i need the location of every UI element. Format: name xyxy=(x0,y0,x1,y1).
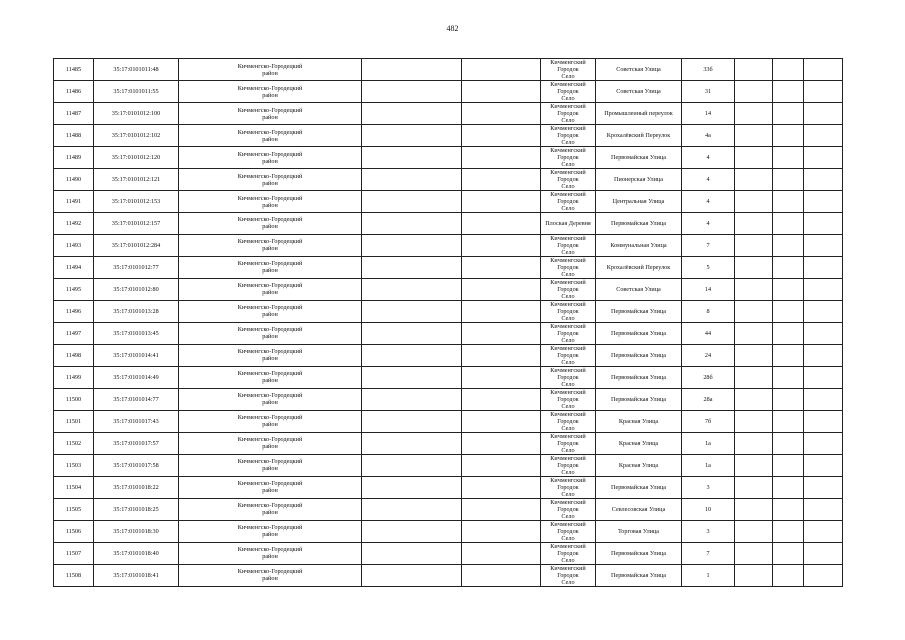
street-cell: Первомайская Улица xyxy=(596,300,682,322)
cadastral-number-cell: 35:17:0101017:43 xyxy=(94,410,179,432)
empty-cell xyxy=(773,454,804,476)
empty-cell xyxy=(804,81,843,103)
empty-cell xyxy=(735,169,773,191)
house-number-cell: 28а xyxy=(682,388,735,410)
locality-cell: Кичменгский Городок Село xyxy=(541,432,596,454)
empty-cell xyxy=(804,476,843,498)
house-number-cell: 10 xyxy=(682,498,735,520)
row-number-cell: 11485 xyxy=(54,59,94,81)
empty-cell xyxy=(735,564,773,586)
cadastral-number-cell: 35:17:0101018:41 xyxy=(94,564,179,586)
locality-cell: Кичменгский Городок Село xyxy=(541,388,596,410)
empty-cell xyxy=(362,454,462,476)
district-cell: Кичменгско-Городецкий район xyxy=(179,278,362,300)
address-registry-table xyxy=(53,58,843,587)
empty-cell xyxy=(362,498,462,520)
empty-cell xyxy=(362,388,462,410)
cadastral-number-cell: 35:17:0101011:55 xyxy=(94,81,179,103)
empty-cell xyxy=(462,59,541,81)
row-number-cell: 11489 xyxy=(54,147,94,169)
row-number-cell: 11507 xyxy=(54,542,94,564)
street-cell: Первомайская Улица xyxy=(596,388,682,410)
district-cell: Кичменгско-Городецкий район xyxy=(179,432,362,454)
house-number-cell: 33б xyxy=(682,59,735,81)
house-number-cell: 8 xyxy=(682,300,735,322)
district-cell: Кичменгско-Городецкий район xyxy=(179,344,362,366)
street-cell: Красная Улица xyxy=(596,410,682,432)
table-row xyxy=(54,520,843,542)
table-row xyxy=(54,498,843,520)
house-number-cell: 7 xyxy=(682,542,735,564)
empty-cell xyxy=(735,278,773,300)
empty-cell xyxy=(804,542,843,564)
locality-cell: Кичменгский Городок Село xyxy=(541,278,596,300)
empty-cell xyxy=(362,322,462,344)
house-number-cell: 5 xyxy=(682,256,735,278)
empty-cell xyxy=(773,498,804,520)
cadastral-number-cell: 35:17:0101012:157 xyxy=(94,213,179,235)
empty-cell xyxy=(804,59,843,81)
row-number-cell: 11491 xyxy=(54,191,94,213)
locality-cell: Кичменгский Городок Село xyxy=(541,542,596,564)
empty-cell xyxy=(462,300,541,322)
empty-cell xyxy=(773,300,804,322)
empty-cell xyxy=(735,234,773,256)
row-number-cell: 11496 xyxy=(54,300,94,322)
empty-cell xyxy=(735,213,773,235)
empty-cell xyxy=(735,476,773,498)
locality-cell: Кичменгский Городок Село xyxy=(541,366,596,388)
table-row xyxy=(54,169,843,191)
street-cell: Красная Улица xyxy=(596,454,682,476)
row-number-cell: 11501 xyxy=(54,410,94,432)
cadastral-number-cell: 35:17:0101014:49 xyxy=(94,366,179,388)
empty-cell xyxy=(773,191,804,213)
empty-cell xyxy=(804,256,843,278)
locality-cell: Кичменгский Городок Село xyxy=(541,564,596,586)
row-number-cell: 11508 xyxy=(54,564,94,586)
district-cell: Кичменгско-Городецкий район xyxy=(179,476,362,498)
empty-cell xyxy=(462,191,541,213)
empty-cell xyxy=(462,564,541,586)
street-cell: Пионерская Улица xyxy=(596,169,682,191)
empty-cell xyxy=(773,256,804,278)
cadastral-number-cell: 35:17:0101012:102 xyxy=(94,125,179,147)
house-number-cell: 3 xyxy=(682,520,735,542)
empty-cell xyxy=(773,234,804,256)
district-cell: Кичменгско-Городецкий район xyxy=(179,59,362,81)
page-number: 482 xyxy=(446,24,459,33)
empty-cell xyxy=(735,81,773,103)
house-number-cell: 1а xyxy=(682,432,735,454)
row-number-cell: 11503 xyxy=(54,454,94,476)
locality-cell: Кичменгский Городок Село xyxy=(541,81,596,103)
district-cell: Кичменгско-Городецкий район xyxy=(179,410,362,432)
street-cell: Первомайская Улица xyxy=(596,476,682,498)
street-cell: Первомайская Улица xyxy=(596,542,682,564)
cadastral-number-cell: 35:17:0101014:41 xyxy=(94,344,179,366)
empty-cell xyxy=(804,410,843,432)
empty-cell xyxy=(773,366,804,388)
locality-cell: Кичменгский Городок Село xyxy=(541,410,596,432)
empty-cell xyxy=(804,125,843,147)
empty-cell xyxy=(773,388,804,410)
street-cell: Центральная Улица xyxy=(596,191,682,213)
table-row xyxy=(54,125,843,147)
house-number-cell: 44 xyxy=(682,322,735,344)
locality-cell: Кичменгский Городок Село xyxy=(541,103,596,125)
empty-cell xyxy=(462,366,541,388)
row-number-cell: 11494 xyxy=(54,256,94,278)
row-number-cell: 11495 xyxy=(54,278,94,300)
cadastral-number-cell: 35:17:0101013:28 xyxy=(94,300,179,322)
empty-cell xyxy=(773,432,804,454)
locality-cell: Кичменгский Городок Село xyxy=(541,191,596,213)
cadastral-number-cell: 35:17:0101012:121 xyxy=(94,169,179,191)
empty-cell xyxy=(773,322,804,344)
row-number-cell: 11486 xyxy=(54,81,94,103)
house-number-cell: 14 xyxy=(682,278,735,300)
street-cell: Советская Улица xyxy=(596,278,682,300)
street-cell: Первомайская Улица xyxy=(596,564,682,586)
empty-cell xyxy=(362,564,462,586)
empty-cell xyxy=(462,81,541,103)
street-cell: Советская Улица xyxy=(596,59,682,81)
empty-cell xyxy=(735,388,773,410)
empty-cell xyxy=(773,476,804,498)
table-row xyxy=(54,81,843,103)
empty-cell xyxy=(462,322,541,344)
empty-cell xyxy=(362,147,462,169)
district-cell: Кичменгско-Городецкий район xyxy=(179,169,362,191)
street-cell: Крохалёвский Переулок xyxy=(596,256,682,278)
district-cell: Кичменгско-Городецкий район xyxy=(179,366,362,388)
empty-cell xyxy=(462,476,541,498)
house-number-cell: 4 xyxy=(682,191,735,213)
row-number-cell: 11504 xyxy=(54,476,94,498)
locality-cell: Кичменгский Городок Село xyxy=(541,520,596,542)
empty-cell xyxy=(362,191,462,213)
cadastral-number-cell: 35:17:0101018:25 xyxy=(94,498,179,520)
empty-cell xyxy=(462,125,541,147)
locality-cell: Кичменгский Городок Село xyxy=(541,125,596,147)
empty-cell xyxy=(462,542,541,564)
empty-cell xyxy=(773,542,804,564)
empty-cell xyxy=(362,366,462,388)
empty-cell xyxy=(362,81,462,103)
table-row xyxy=(54,344,843,366)
cadastral-number-cell: 35:17:0101013:45 xyxy=(94,322,179,344)
cadastral-number-cell: 35:17:0101014:77 xyxy=(94,388,179,410)
street-cell: Красная Улица xyxy=(596,432,682,454)
table-row xyxy=(54,454,843,476)
empty-cell xyxy=(462,103,541,125)
table-row xyxy=(54,256,843,278)
empty-cell xyxy=(462,256,541,278)
table-row xyxy=(54,410,843,432)
district-cell: Кичменгско-Городецкий район xyxy=(179,81,362,103)
locality-cell: Кичменгский Городок Село xyxy=(541,256,596,278)
street-cell: Крохалёвский Переулок xyxy=(596,125,682,147)
empty-cell xyxy=(804,388,843,410)
house-number-cell: 3 xyxy=(682,476,735,498)
cadastral-number-cell: 35:17:0101017:58 xyxy=(94,454,179,476)
empty-cell xyxy=(804,234,843,256)
district-cell: Кичменгско-Городецкий район xyxy=(179,147,362,169)
empty-cell xyxy=(735,125,773,147)
empty-cell xyxy=(773,169,804,191)
locality-cell: Кичменгский Городок Село xyxy=(541,344,596,366)
cadastral-number-cell: 35:17:0101018:22 xyxy=(94,476,179,498)
table-row xyxy=(54,322,843,344)
locality-cell: Кичменгский Городок Село xyxy=(541,322,596,344)
district-cell: Кичменгско-Городецкий район xyxy=(179,322,362,344)
street-cell: Севлесовская Улица xyxy=(596,498,682,520)
empty-cell xyxy=(804,147,843,169)
locality-cell: Кичменгский Городок Село xyxy=(541,454,596,476)
house-number-cell: 7б xyxy=(682,410,735,432)
house-number-cell: 31 xyxy=(682,81,735,103)
empty-cell xyxy=(773,344,804,366)
empty-cell xyxy=(362,125,462,147)
district-cell: Кичменгско-Городецкий район xyxy=(179,454,362,476)
house-number-cell: 4 xyxy=(682,147,735,169)
house-number-cell: 4 xyxy=(682,213,735,235)
row-number-cell: 11500 xyxy=(54,388,94,410)
street-cell: Коммунальная Улица xyxy=(596,234,682,256)
empty-cell xyxy=(804,366,843,388)
empty-cell xyxy=(362,169,462,191)
row-number-cell: 11487 xyxy=(54,103,94,125)
table-row xyxy=(54,147,843,169)
empty-cell xyxy=(735,366,773,388)
empty-cell xyxy=(735,454,773,476)
empty-cell xyxy=(462,520,541,542)
empty-cell xyxy=(773,564,804,586)
street-cell: Первомайская Улица xyxy=(596,344,682,366)
empty-cell xyxy=(462,432,541,454)
empty-cell xyxy=(735,59,773,81)
row-number-cell: 11506 xyxy=(54,520,94,542)
empty-cell xyxy=(362,300,462,322)
table-row xyxy=(54,542,843,564)
locality-cell: Кичменгский Городок Село xyxy=(541,169,596,191)
table-row xyxy=(54,366,843,388)
house-number-cell: 4а xyxy=(682,125,735,147)
empty-cell xyxy=(804,454,843,476)
district-cell: Кичменгско-Городецкий район xyxy=(179,300,362,322)
district-cell: Кичменгско-Городецкий район xyxy=(179,103,362,125)
empty-cell xyxy=(462,498,541,520)
empty-cell xyxy=(462,234,541,256)
locality-cell: Кичменгский Городок Село xyxy=(541,234,596,256)
registry-body xyxy=(54,59,843,587)
empty-cell xyxy=(462,213,541,235)
empty-cell xyxy=(362,520,462,542)
table-row xyxy=(54,432,843,454)
empty-cell xyxy=(773,410,804,432)
empty-cell xyxy=(735,147,773,169)
row-number-cell: 11492 xyxy=(54,213,94,235)
empty-cell xyxy=(735,191,773,213)
empty-cell xyxy=(462,278,541,300)
street-cell: Первомайская Улица xyxy=(596,366,682,388)
empty-cell xyxy=(773,81,804,103)
empty-cell xyxy=(362,213,462,235)
empty-cell xyxy=(804,344,843,366)
empty-cell xyxy=(462,410,541,432)
empty-cell xyxy=(773,213,804,235)
house-number-cell: 4 xyxy=(682,169,735,191)
table-row xyxy=(54,213,843,235)
empty-cell xyxy=(773,125,804,147)
empty-cell xyxy=(804,169,843,191)
empty-cell xyxy=(362,256,462,278)
empty-cell xyxy=(735,256,773,278)
empty-cell xyxy=(804,213,843,235)
district-cell: Кичменгско-Городецкий район xyxy=(179,388,362,410)
empty-cell xyxy=(735,498,773,520)
empty-cell xyxy=(804,520,843,542)
locality-cell: Кичменгский Городок Село xyxy=(541,498,596,520)
empty-cell xyxy=(735,432,773,454)
locality-cell: Кичменгский Городок Село xyxy=(541,476,596,498)
empty-cell xyxy=(462,147,541,169)
street-cell: Первомайская Улица xyxy=(596,213,682,235)
district-cell: Кичменгско-Городецкий район xyxy=(179,125,362,147)
empty-cell xyxy=(804,191,843,213)
district-cell: Кичменгско-Городецкий район xyxy=(179,520,362,542)
district-cell: Кичменгско-Городецкий район xyxy=(179,256,362,278)
empty-cell xyxy=(462,344,541,366)
empty-cell xyxy=(362,432,462,454)
table-row xyxy=(54,234,843,256)
district-cell: Кичменгско-Городецкий район xyxy=(179,542,362,564)
row-number-cell: 11498 xyxy=(54,344,94,366)
empty-cell xyxy=(362,344,462,366)
row-number-cell: 11497 xyxy=(54,322,94,344)
table-row xyxy=(54,59,843,81)
street-cell: Советская Улица xyxy=(596,81,682,103)
empty-cell xyxy=(735,300,773,322)
empty-cell xyxy=(462,454,541,476)
cadastral-number-cell: 35:17:0101018:30 xyxy=(94,520,179,542)
street-cell: Торговая Улица xyxy=(596,520,682,542)
row-number-cell: 11493 xyxy=(54,234,94,256)
table-row xyxy=(54,191,843,213)
locality-cell: Кичменгский Городок Село xyxy=(541,300,596,322)
district-cell: Кичменгско-Городецкий район xyxy=(179,564,362,586)
empty-cell xyxy=(804,300,843,322)
empty-cell xyxy=(462,169,541,191)
house-number-cell: 1а xyxy=(682,454,735,476)
empty-cell xyxy=(362,542,462,564)
table-row xyxy=(54,278,843,300)
street-cell: Первомайская Улица xyxy=(596,322,682,344)
empty-cell xyxy=(362,410,462,432)
empty-cell xyxy=(735,410,773,432)
cadastral-number-cell: 35:17:0101012:80 xyxy=(94,278,179,300)
locality-cell: Плоская Деревня xyxy=(541,213,596,235)
cadastral-number-cell: 35:17:0101012:153 xyxy=(94,191,179,213)
cadastral-number-cell: 35:17:0101017:57 xyxy=(94,432,179,454)
locality-cell: Кичменгский Городок Село xyxy=(541,147,596,169)
empty-cell xyxy=(362,103,462,125)
locality-cell: Кичменгский Городок Село xyxy=(541,59,596,81)
table-row xyxy=(54,300,843,322)
empty-cell xyxy=(804,278,843,300)
empty-cell xyxy=(735,322,773,344)
house-number-cell: 7 xyxy=(682,234,735,256)
district-cell: Кичменгско-Городецкий район xyxy=(179,234,362,256)
cadastral-number-cell: 35:17:0101011:48 xyxy=(94,59,179,81)
street-cell: Первомайская Улица xyxy=(596,147,682,169)
cadastral-number-cell: 35:17:0101012:100 xyxy=(94,103,179,125)
empty-cell xyxy=(773,278,804,300)
table-row xyxy=(54,476,843,498)
cadastral-number-cell: 35:17:0101012:284 xyxy=(94,234,179,256)
table-row xyxy=(54,388,843,410)
empty-cell xyxy=(804,498,843,520)
row-number-cell: 11499 xyxy=(54,366,94,388)
empty-cell xyxy=(462,388,541,410)
empty-cell xyxy=(735,520,773,542)
row-number-cell: 11488 xyxy=(54,125,94,147)
cadastral-number-cell: 35:17:0101012:120 xyxy=(94,147,179,169)
empty-cell xyxy=(362,59,462,81)
row-number-cell: 11502 xyxy=(54,432,94,454)
district-cell: Кичменгско-Городецкий район xyxy=(179,213,362,235)
street-cell: Промышленный переулок xyxy=(596,103,682,125)
house-number-cell: 28б xyxy=(682,366,735,388)
house-number-cell: 14 xyxy=(682,103,735,125)
empty-cell xyxy=(773,520,804,542)
empty-cell xyxy=(362,234,462,256)
empty-cell xyxy=(804,564,843,586)
empty-cell xyxy=(804,432,843,454)
district-cell: Кичменгско-Городецкий район xyxy=(179,498,362,520)
empty-cell xyxy=(804,322,843,344)
empty-cell xyxy=(773,59,804,81)
house-number-cell: 1 xyxy=(682,564,735,586)
house-number-cell: 24 xyxy=(682,344,735,366)
empty-cell xyxy=(773,103,804,125)
empty-cell xyxy=(362,278,462,300)
empty-cell xyxy=(735,542,773,564)
row-number-cell: 11505 xyxy=(54,498,94,520)
empty-cell xyxy=(773,147,804,169)
empty-cell xyxy=(804,103,843,125)
district-cell: Кичменгско-Городецкий район xyxy=(179,191,362,213)
table-row xyxy=(54,103,843,125)
table-row xyxy=(54,564,843,586)
row-number-cell: 11490 xyxy=(54,169,94,191)
empty-cell xyxy=(735,103,773,125)
cadastral-number-cell: 35:17:0101018:40 xyxy=(94,542,179,564)
empty-cell xyxy=(362,476,462,498)
cadastral-number-cell: 35:17:0101012:77 xyxy=(94,256,179,278)
empty-cell xyxy=(735,344,773,366)
